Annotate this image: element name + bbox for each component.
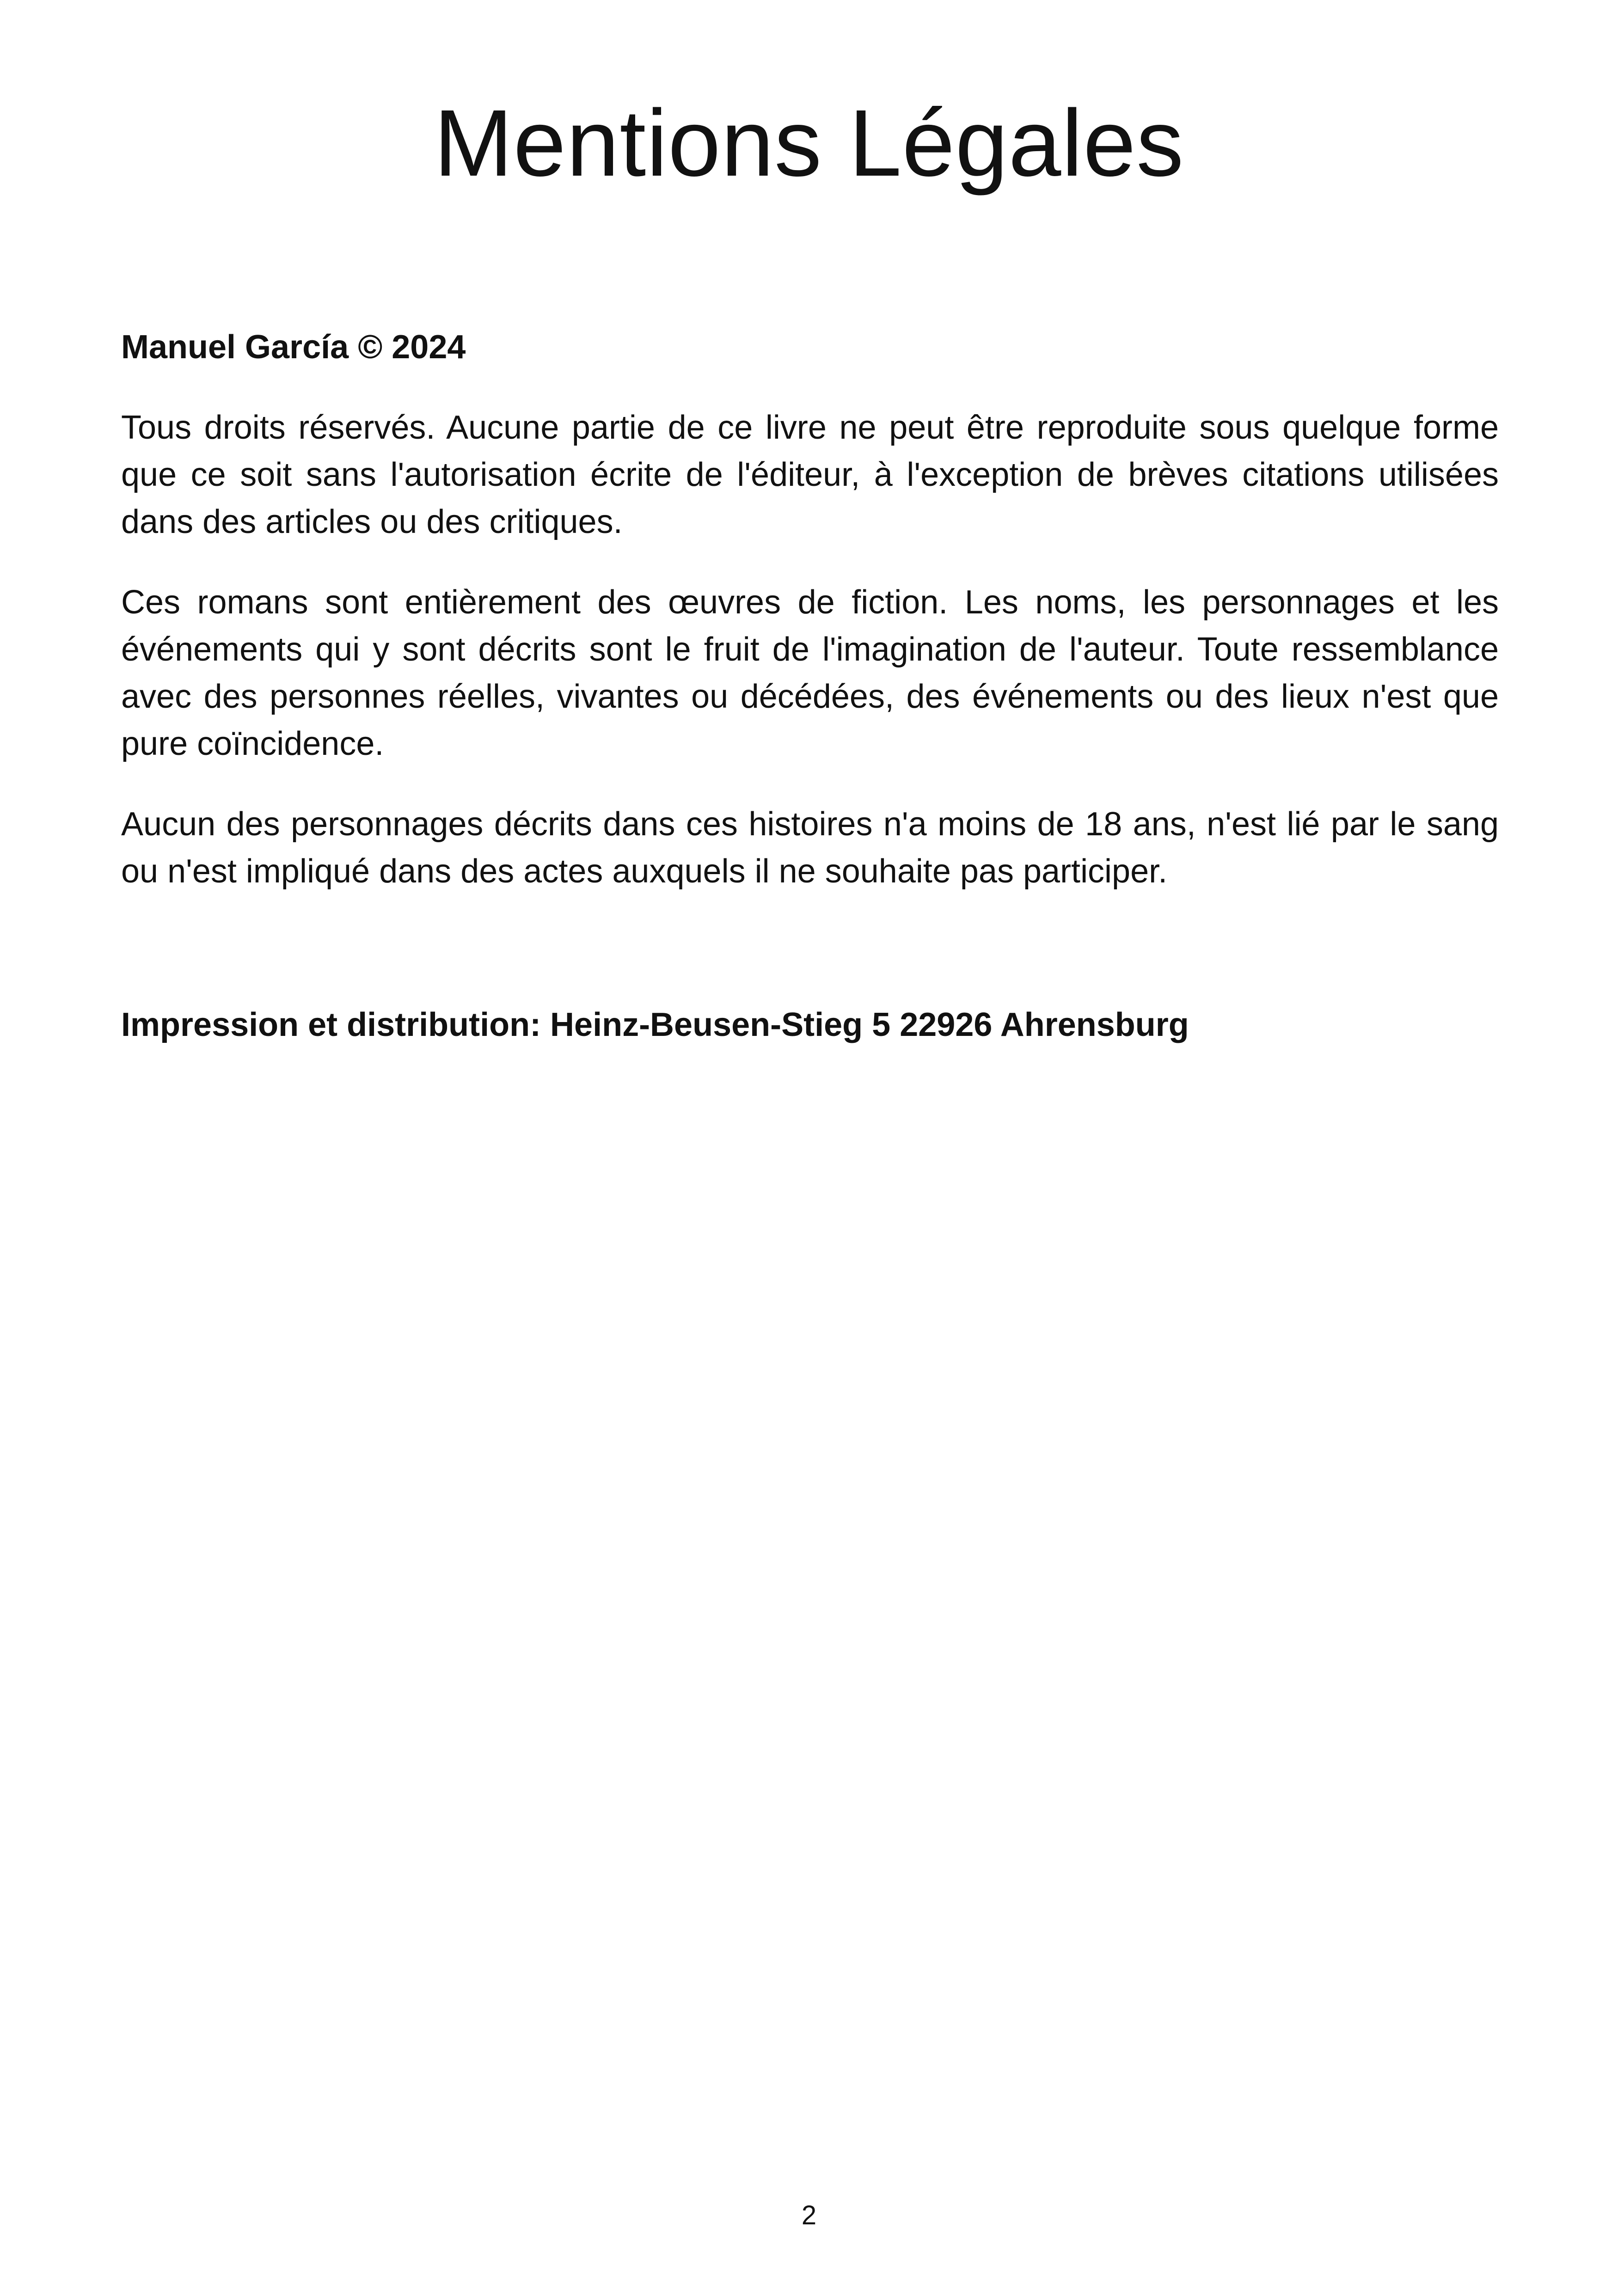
copyright-line: Manuel García © 2024 xyxy=(121,329,466,366)
fiction-disclaimer-paragraph: Ces romans sont entièrement des œuvres de fiction. Les noms, les personnages et les événements qui y sont décrits sont le fruit de l'imagination de l'auteur. Toute ressemblance avec des personnes réelles, vivantes ou décédées, des événements ou des lieux n'est que pure coïncidence. xyxy=(121,584,1499,762)
rights-paragraph: Tous droits réservés. Aucune partie de ce livre ne peut être reproduite sous quelque forme que ce soit sans l'autorisation écrite de l'éditeur, à l'exception de brèves citations utilisées dans des articles ou des critiques. xyxy=(121,409,1499,540)
page-title: Mentions Légales xyxy=(434,90,1184,196)
age-disclaimer-paragraph: Aucun des personnages décrits dans ces histoires n'a moins de 18 ans, n'est lié par le sang ou n'est impliqué dans des actes auxquels il ne souhaite pas participer. xyxy=(121,806,1499,890)
legal-content xyxy=(121,324,1499,1048)
imprint-line: Impression et distribution: Heinz-Beusen-Stieg 5 22926 Ahrensburg xyxy=(121,1006,1189,1043)
page-number: 2 xyxy=(801,2200,817,2230)
